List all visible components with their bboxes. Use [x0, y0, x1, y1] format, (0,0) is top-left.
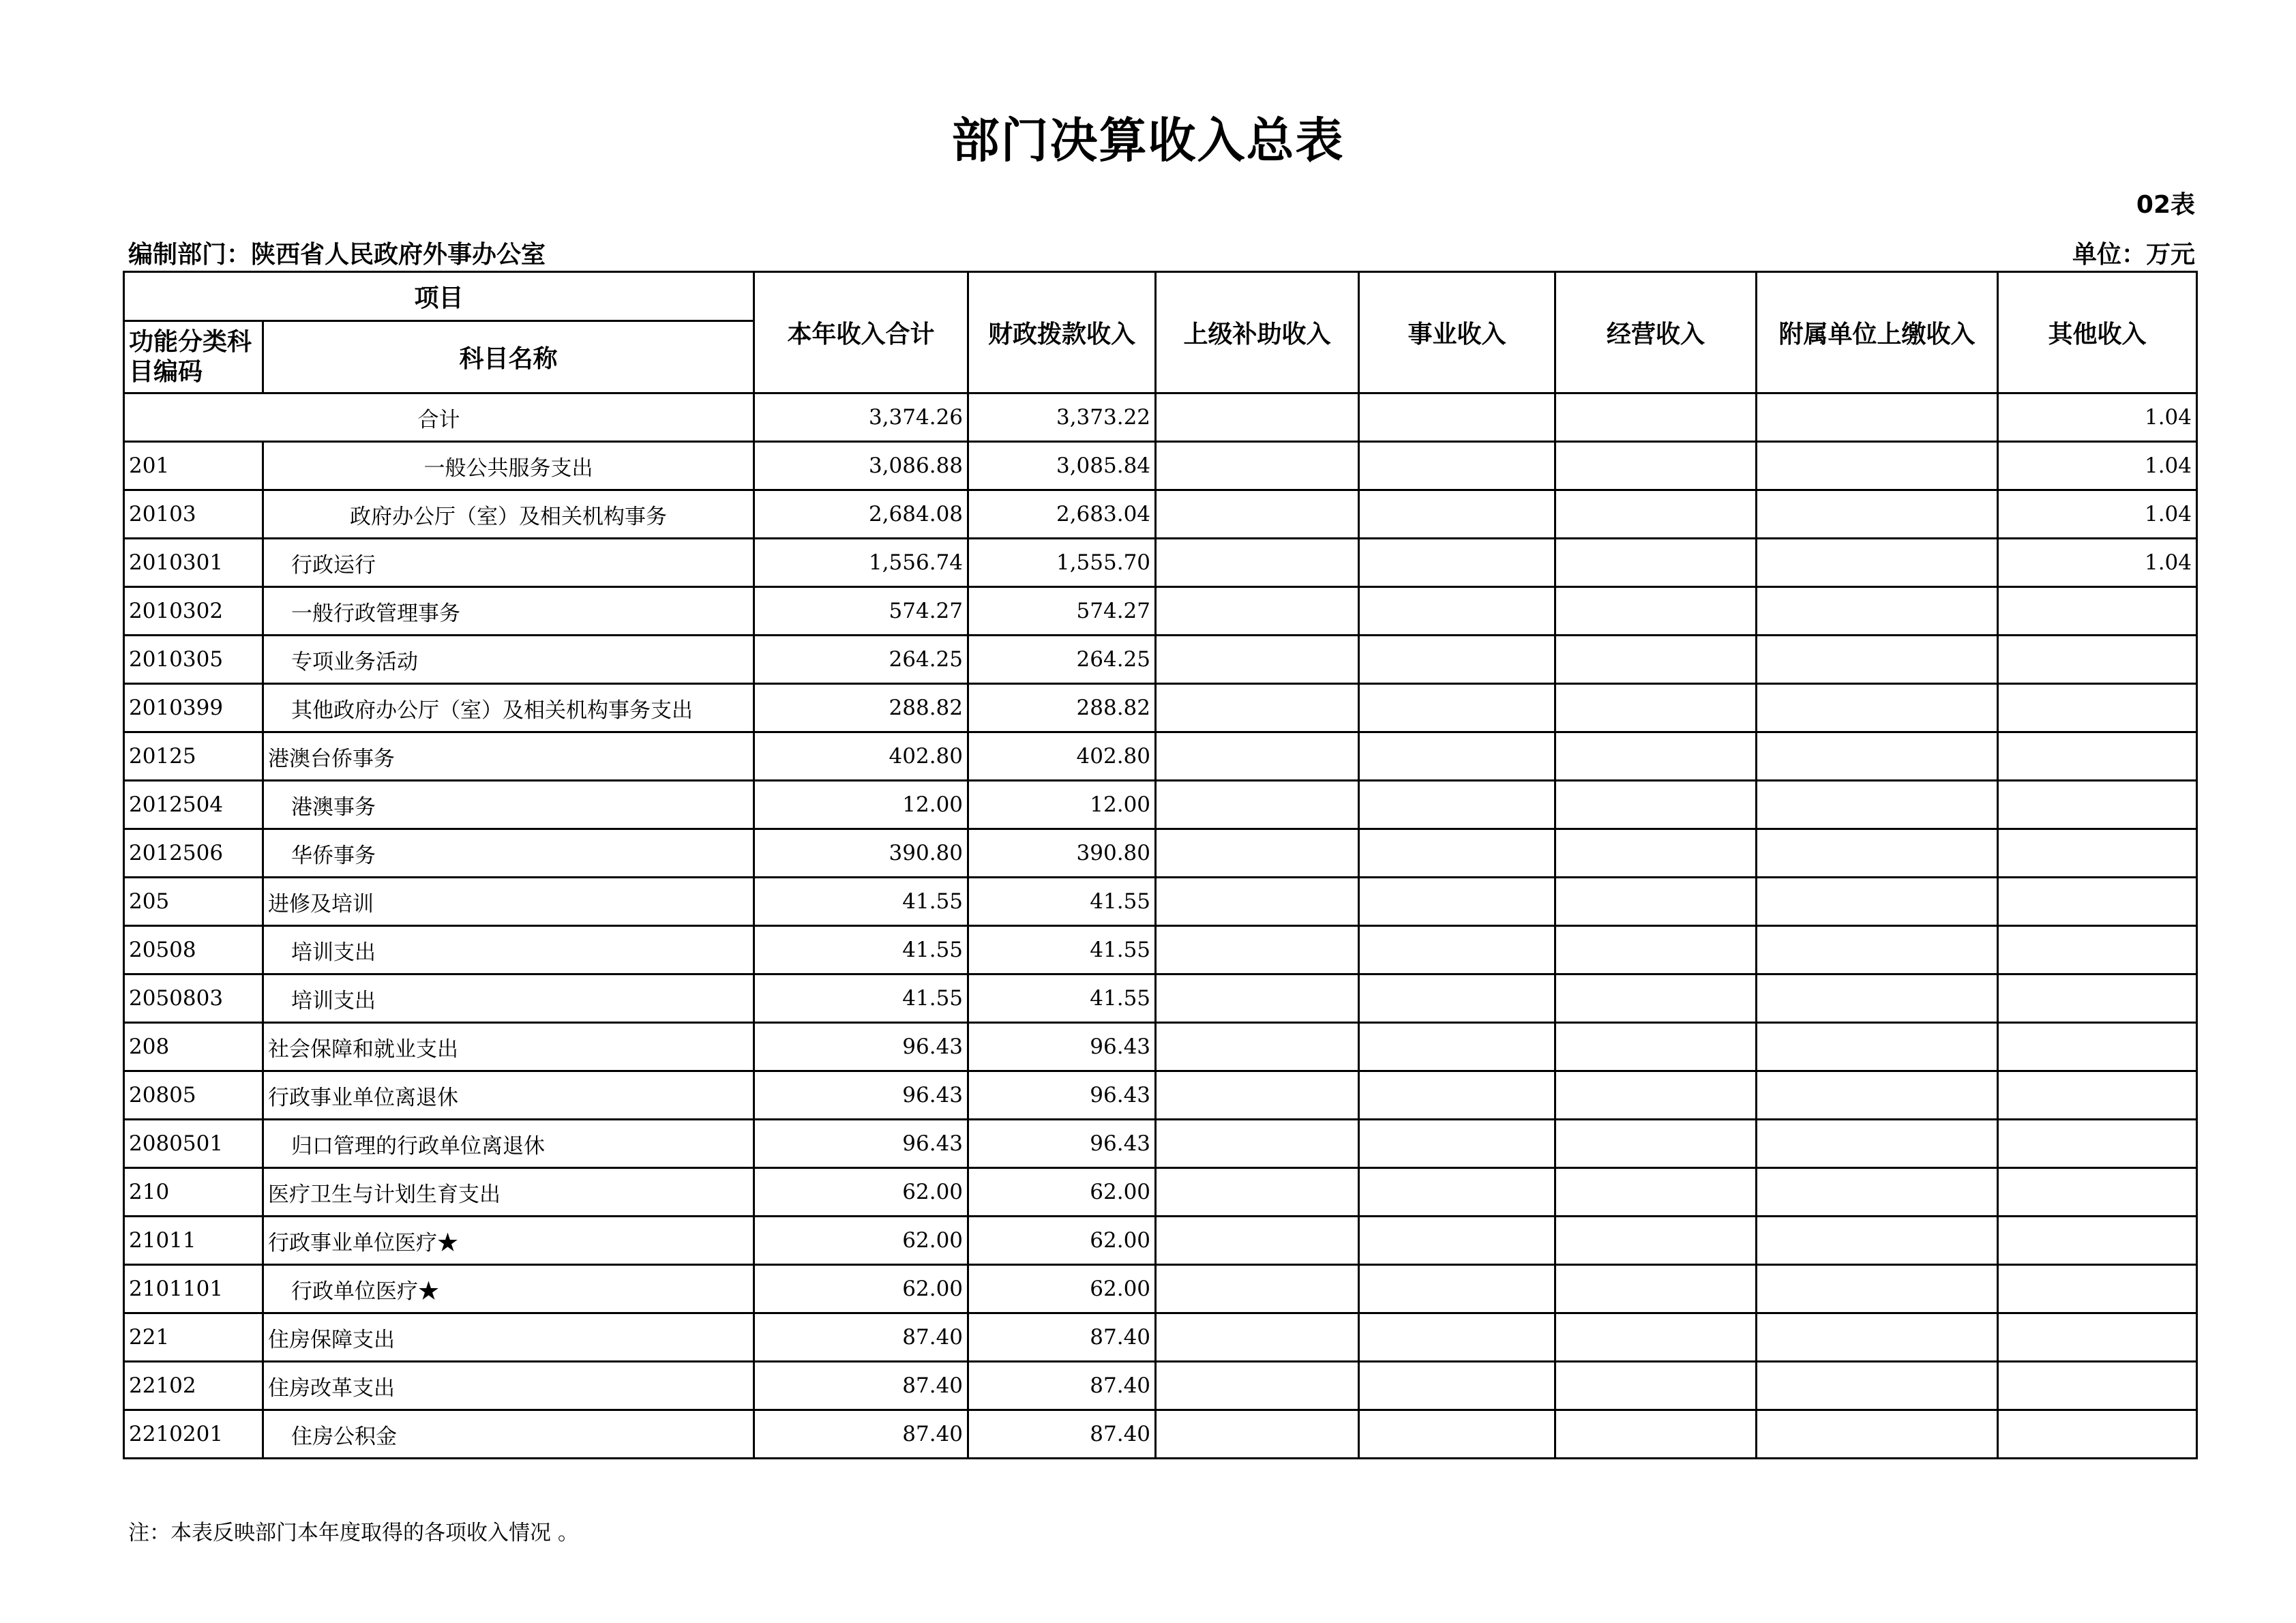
row-code: 2012504 — [124, 781, 263, 829]
row-value: 96.43 — [968, 1071, 1156, 1120]
row-value — [1757, 1410, 1998, 1459]
row-value: 574.27 — [968, 587, 1156, 636]
row-value: 402.80 — [754, 732, 968, 781]
row-value: 390.80 — [968, 829, 1156, 878]
row-value — [1555, 1217, 1757, 1265]
total-value: 3,373.22 — [968, 393, 1156, 442]
table-row — [124, 1410, 2197, 1459]
total-value — [1757, 393, 1998, 442]
table-row — [124, 587, 2197, 636]
row-value: 264.25 — [754, 636, 968, 684]
row-value — [1757, 974, 1998, 1023]
row-value: 87.40 — [754, 1410, 968, 1459]
row-value: 264.25 — [968, 636, 1156, 684]
table-row — [124, 1362, 2197, 1410]
row-code: 210 — [124, 1168, 263, 1217]
row-value — [1998, 974, 2197, 1023]
row-value: 3,085.84 — [968, 442, 1156, 490]
row-value — [1757, 781, 1998, 829]
row-code: 208 — [124, 1023, 263, 1071]
row-value — [1555, 1362, 1757, 1410]
row-value — [1156, 1410, 1359, 1459]
row-value — [1757, 732, 1998, 781]
row-value: 1,555.70 — [968, 539, 1156, 587]
row-value — [1555, 1410, 1757, 1459]
table-row — [124, 636, 2197, 684]
row-value — [1757, 1265, 1998, 1313]
row-value — [1757, 829, 1998, 878]
row-value — [1555, 490, 1757, 539]
row-name: 政府办公厅（室）及相关机构事务 — [263, 490, 754, 539]
row-name: 专项业务活动 — [263, 636, 754, 684]
row-value — [1555, 1023, 1757, 1071]
row-value — [1359, 1265, 1555, 1313]
unit-label: 单位：万元 — [2072, 241, 2195, 269]
row-value: 41.55 — [968, 974, 1156, 1023]
row-value — [1156, 829, 1359, 878]
row-value — [1555, 1265, 1757, 1313]
total-value: 3,374.26 — [754, 393, 968, 442]
row-name: 港澳台侨事务 — [263, 732, 754, 781]
table-row — [124, 1313, 2197, 1362]
row-value — [1156, 636, 1359, 684]
row-value — [1156, 878, 1359, 926]
row-code: 2010302 — [124, 587, 263, 636]
row-value: 62.00 — [968, 1168, 1156, 1217]
row-value — [1998, 684, 2197, 732]
row-value — [1757, 490, 1998, 539]
row-code: 205 — [124, 878, 263, 926]
row-value — [1555, 587, 1757, 636]
row-name: 归口管理的行政单位离退休 — [263, 1120, 754, 1168]
row-value: 62.00 — [754, 1265, 968, 1313]
row-value — [1998, 1120, 2197, 1168]
row-value: 87.40 — [754, 1313, 968, 1362]
row-value: 62.00 — [968, 1265, 1156, 1313]
row-value — [1359, 829, 1555, 878]
row-value — [1998, 636, 2197, 684]
row-value — [1998, 1071, 2197, 1120]
row-name: 培训支出 — [263, 974, 754, 1023]
table-row — [124, 490, 2197, 539]
table-row — [124, 878, 2197, 926]
table-row — [124, 781, 2197, 829]
row-value — [1359, 442, 1555, 490]
row-value: 1.04 — [1998, 442, 2197, 490]
row-code: 221 — [124, 1313, 263, 1362]
row-code: 2210201 — [124, 1410, 263, 1459]
row-value — [1555, 829, 1757, 878]
header-col-total: 本年收入合计 — [754, 272, 968, 393]
row-value — [1757, 684, 1998, 732]
row-value: 87.40 — [754, 1362, 968, 1410]
row-value — [1555, 539, 1757, 587]
row-value: 87.40 — [968, 1410, 1156, 1459]
row-value — [1757, 1023, 1998, 1071]
row-value — [1359, 1217, 1555, 1265]
row-value — [1359, 490, 1555, 539]
row-value — [1555, 1313, 1757, 1362]
row-value — [1156, 1168, 1359, 1217]
header-col-affiliate: 附属单位上缴收入 — [1757, 272, 1998, 393]
row-value — [1757, 926, 1998, 974]
row-value: 402.80 — [968, 732, 1156, 781]
row-name: 住房保障支出 — [263, 1313, 754, 1362]
header-code: 功能分类科目编码 — [124, 321, 263, 393]
row-value — [1359, 636, 1555, 684]
row-value — [1998, 1023, 2197, 1071]
row-value: 390.80 — [754, 829, 968, 878]
row-value — [1156, 539, 1359, 587]
row-name: 行政事业单位离退休 — [263, 1071, 754, 1120]
row-value — [1359, 587, 1555, 636]
table-row — [124, 732, 2197, 781]
row-value: 96.43 — [754, 1120, 968, 1168]
row-name: 培训支出 — [263, 926, 754, 974]
row-value — [1359, 1120, 1555, 1168]
row-value — [1555, 636, 1757, 684]
row-value — [1757, 442, 1998, 490]
row-value: 12.00 — [754, 781, 968, 829]
row-name: 行政运行 — [263, 539, 754, 587]
row-value — [1156, 1362, 1359, 1410]
row-value — [1359, 926, 1555, 974]
row-value — [1359, 539, 1555, 587]
row-value: 96.43 — [968, 1023, 1156, 1071]
row-value — [1998, 1217, 2197, 1265]
row-value — [1156, 732, 1359, 781]
row-code: 22102 — [124, 1362, 263, 1410]
row-value — [1359, 1410, 1555, 1459]
row-value — [1757, 1120, 1998, 1168]
row-name: 社会保障和就业支出 — [263, 1023, 754, 1071]
row-value: 12.00 — [968, 781, 1156, 829]
row-value — [1156, 1265, 1359, 1313]
row-value — [1359, 732, 1555, 781]
row-value — [1359, 684, 1555, 732]
row-value — [1757, 1071, 1998, 1120]
table-row — [124, 1071, 2197, 1120]
row-value — [1359, 1362, 1555, 1410]
row-value — [1156, 1313, 1359, 1362]
table-row — [124, 1120, 2197, 1168]
row-value — [1359, 1168, 1555, 1217]
income-summary-table — [123, 271, 2198, 1459]
row-value — [1555, 684, 1757, 732]
row-value — [1359, 878, 1555, 926]
row-value: 3,086.88 — [754, 442, 968, 490]
row-code: 2050803 — [124, 974, 263, 1023]
row-name: 华侨事务 — [263, 829, 754, 878]
row-value: 96.43 — [754, 1071, 968, 1120]
row-value — [1156, 974, 1359, 1023]
row-value: 41.55 — [754, 926, 968, 974]
page-title: 部门决算收入总表 — [951, 113, 1345, 168]
table-row — [124, 1023, 2197, 1071]
total-value — [1156, 393, 1359, 442]
row-value: 574.27 — [754, 587, 968, 636]
row-code: 201 — [124, 442, 263, 490]
row-value — [1156, 1071, 1359, 1120]
row-value: 41.55 — [754, 878, 968, 926]
row-value — [1998, 878, 2197, 926]
table-row — [124, 1265, 2197, 1313]
row-code: 21011 — [124, 1217, 263, 1265]
total-value — [1555, 393, 1757, 442]
total-row — [124, 393, 2197, 442]
row-value — [1156, 926, 1359, 974]
row-value — [1555, 1120, 1757, 1168]
row-value — [1757, 539, 1998, 587]
row-value — [1555, 974, 1757, 1023]
row-value: 62.00 — [754, 1168, 968, 1217]
row-value: 41.55 — [968, 878, 1156, 926]
table-row — [124, 442, 2197, 490]
row-value: 62.00 — [754, 1217, 968, 1265]
department-label: 编制部门：陕西省人民政府外事办公室 — [128, 241, 546, 269]
row-value — [1555, 1071, 1757, 1120]
row-value — [1555, 442, 1757, 490]
row-value: 62.00 — [968, 1217, 1156, 1265]
row-code: 2010399 — [124, 684, 263, 732]
row-value: 1,556.74 — [754, 539, 968, 587]
row-name: 住房改革支出 — [263, 1362, 754, 1410]
row-value — [1757, 636, 1998, 684]
row-name: 一般行政管理事务 — [263, 587, 754, 636]
row-value — [1156, 490, 1359, 539]
table-row — [124, 1217, 2197, 1265]
row-value: 87.40 — [968, 1313, 1156, 1362]
table-row — [124, 684, 2197, 732]
row-code: 2080501 — [124, 1120, 263, 1168]
row-value: 41.55 — [968, 926, 1156, 974]
header-col-operating: 经营收入 — [1555, 272, 1757, 393]
row-value — [1156, 781, 1359, 829]
row-code: 20508 — [124, 926, 263, 974]
row-value — [1359, 974, 1555, 1023]
footnote: 注：本表反映部门本年度取得的各项收入情况 。 — [128, 1521, 579, 1545]
row-value — [1156, 1120, 1359, 1168]
row-value — [1555, 926, 1757, 974]
row-value — [1998, 1410, 2197, 1459]
row-value — [1998, 587, 2197, 636]
row-value — [1359, 781, 1555, 829]
table-row — [124, 539, 2197, 587]
row-value — [1359, 1023, 1555, 1071]
row-value — [1998, 1362, 2197, 1410]
row-value — [1555, 781, 1757, 829]
row-value — [1359, 1313, 1555, 1362]
row-name: 行政事业单位医疗★ — [263, 1217, 754, 1265]
total-label: 合计 — [124, 393, 754, 442]
table-row — [124, 926, 2197, 974]
row-value — [1156, 442, 1359, 490]
row-value — [1998, 829, 2197, 878]
row-value — [1757, 878, 1998, 926]
row-name: 港澳事务 — [263, 781, 754, 829]
row-code: 2012506 — [124, 829, 263, 878]
total-value: 1.04 — [1998, 393, 2197, 442]
row-value: 2,683.04 — [968, 490, 1156, 539]
header-project: 项目 — [124, 272, 754, 321]
row-value: 96.43 — [754, 1023, 968, 1071]
header-col-superior: 上级补助收入 — [1156, 272, 1359, 393]
row-value — [1156, 684, 1359, 732]
row-value — [1998, 732, 2197, 781]
row-value — [1757, 1217, 1998, 1265]
header-col-other: 其他收入 — [1998, 272, 2197, 393]
row-value — [1757, 1168, 1998, 1217]
row-value — [1757, 1362, 1998, 1410]
row-value — [1998, 926, 2197, 974]
row-name: 行政单位医疗★ — [263, 1265, 754, 1313]
row-value: 96.43 — [968, 1120, 1156, 1168]
row-value — [1757, 587, 1998, 636]
row-value — [1156, 1217, 1359, 1265]
row-value — [1555, 732, 1757, 781]
row-value: 1.04 — [1998, 539, 2197, 587]
row-name: 医疗卫生与计划生育支出 — [263, 1168, 754, 1217]
row-value — [1998, 1168, 2197, 1217]
row-value — [1156, 1023, 1359, 1071]
row-code: 20805 — [124, 1071, 263, 1120]
row-value — [1998, 781, 2197, 829]
row-value — [1359, 1071, 1555, 1120]
row-value: 288.82 — [968, 684, 1156, 732]
table-row — [124, 974, 2197, 1023]
table-row — [124, 1168, 2197, 1217]
table-number: 02表 — [2136, 191, 2195, 219]
row-value — [1555, 1168, 1757, 1217]
table-row — [124, 829, 2197, 878]
row-value: 288.82 — [754, 684, 968, 732]
row-code: 20125 — [124, 732, 263, 781]
row-name: 其他政府办公厅（室）及相关机构事务支出 — [263, 684, 754, 732]
total-value — [1359, 393, 1555, 442]
row-value: 1.04 — [1998, 490, 2197, 539]
row-name: 进修及培训 — [263, 878, 754, 926]
row-value — [1757, 1313, 1998, 1362]
row-name: 一般公共服务支出 — [263, 442, 754, 490]
header-name: 科目名称 — [263, 321, 754, 393]
row-value: 41.55 — [754, 974, 968, 1023]
row-value — [1156, 587, 1359, 636]
row-value — [1998, 1313, 2197, 1362]
row-name: 住房公积金 — [263, 1410, 754, 1459]
row-code: 20103 — [124, 490, 263, 539]
row-value — [1998, 1265, 2197, 1313]
row-code: 2010305 — [124, 636, 263, 684]
row-value: 87.40 — [968, 1362, 1156, 1410]
row-value: 2,684.08 — [754, 490, 968, 539]
header-col-fiscal: 财政拨款收入 — [968, 272, 1156, 393]
row-value — [1555, 878, 1757, 926]
header-col-business: 事业收入 — [1359, 272, 1555, 393]
row-code: 2101101 — [124, 1265, 263, 1313]
row-code: 2010301 — [124, 539, 263, 587]
